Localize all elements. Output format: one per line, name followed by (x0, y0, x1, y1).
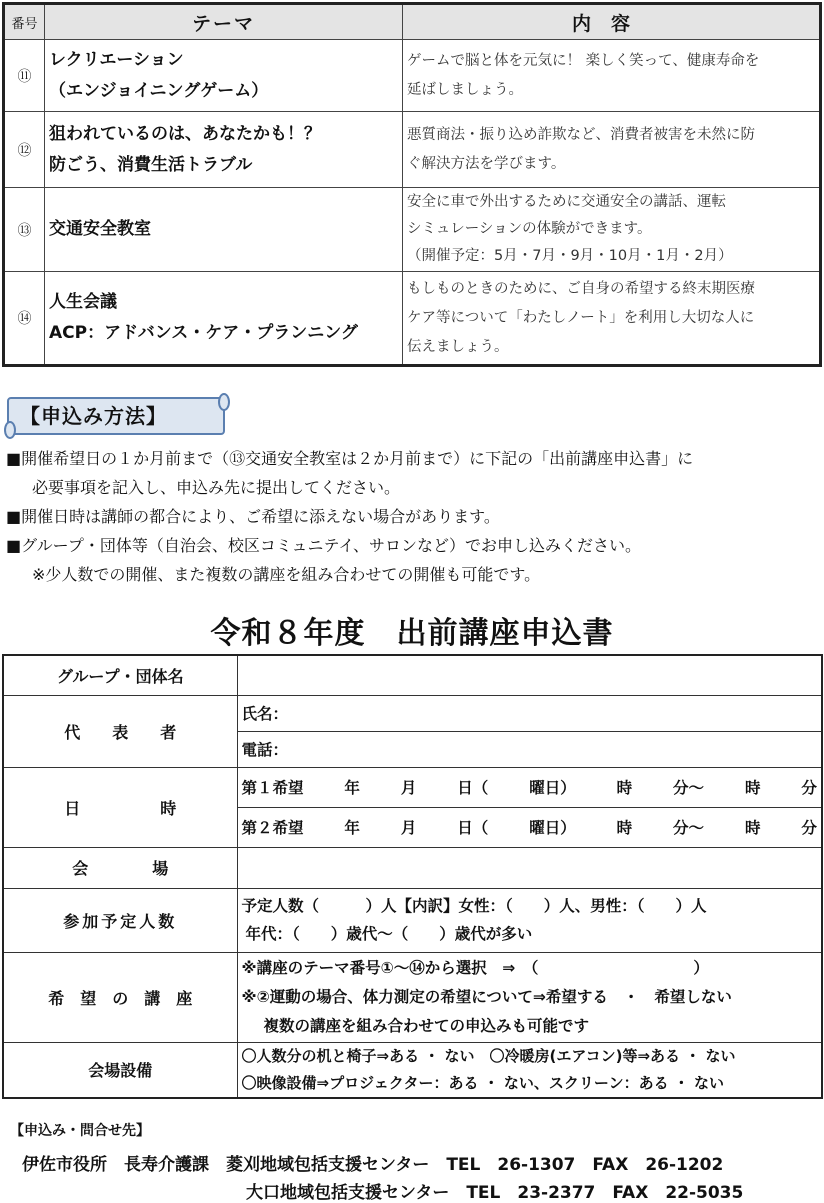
topic-table (2, 2, 822, 367)
topic-content-line: （開催予定：5月・7月・9月・10月・1月・2月） (407, 248, 733, 264)
participants-field[interactable] (237, 888, 822, 952)
topic-theme-line: レクリエーション (49, 49, 184, 70)
form-row-group (3, 655, 822, 695)
topic-content (403, 188, 821, 272)
participants-count-line: 予定人数（ ）人【内訳】女性：（ ）人、男性：（ ）人 (241, 897, 707, 915)
contact-line-1: 伊佐市役所 長寿介護課 菱刈地域包括支援センター TEL 26-1307 FAX 26-1202 (22, 1155, 724, 1175)
topic-theme-line: 狙われているのは、あなたかも！？ (49, 123, 321, 144)
contact-heading: 【申込み・問合せ先】 (10, 1123, 150, 1139)
topic-theme-line: ACP：アドバンス・ケア・プランニング (49, 323, 358, 343)
topic-content-line: ゲームで脳と体を元気に！ 楽しく笑って、健康寿命を (407, 52, 760, 69)
table-row (4, 40, 821, 112)
table-row (4, 272, 821, 366)
table-row (4, 188, 821, 272)
second-choice-row (242, 816, 818, 838)
minute-label: 分 (801, 819, 817, 837)
apply-note: ■開催日時は講師の都合により、ご希望に添えない場合があります。 (6, 507, 500, 526)
datetime-label: 日 時 (3, 767, 237, 847)
topic-content-line: 伝えましょう。 (407, 338, 509, 355)
day-label: 日（ (457, 779, 489, 797)
apply-note: 必要事項を記入し、申込み先に提出してください。 (32, 478, 401, 497)
topic-theme (45, 112, 403, 188)
form-row-participants (3, 888, 822, 952)
topic-content-line: ぐ解決方法を学びます。 (407, 155, 566, 172)
form-row-venue (3, 847, 822, 888)
application-form (2, 654, 823, 1099)
representative-label: 代 表 者 (3, 695, 237, 767)
topic-content-line: ケア等について「わたしノート」を利用し大切な人に (407, 309, 755, 326)
table-row (4, 112, 821, 188)
hour-label: 時 (744, 819, 761, 837)
group-name-label: グループ・団体名 (3, 655, 237, 695)
hour-label: 時 (616, 819, 633, 837)
topic-number: ⑬ (4, 188, 45, 272)
topic-number: ⑭ (4, 272, 45, 366)
topic-content (403, 272, 821, 366)
content-header: 内容 (403, 4, 821, 40)
weekday-label: 曜日） (529, 819, 576, 837)
minute-label: 分 (801, 779, 817, 797)
minute-label: 分～ (673, 819, 705, 837)
topic-number: ⑪ (4, 40, 45, 112)
topic-content-line: 安全に車で外出するために交通安全の講話、運転 (407, 194, 726, 210)
course-field[interactable] (237, 952, 822, 1042)
representative-phone-label: 電話： (241, 741, 289, 759)
weekday-label: 曜日） (529, 779, 576, 797)
form-row-course (3, 952, 822, 1042)
hour-label: 時 (744, 779, 761, 797)
first-choice-field[interactable] (237, 767, 822, 807)
venue-field[interactable] (237, 847, 822, 888)
minute-label: 分～ (673, 779, 705, 797)
course-select-line: ※講座のテーマ番号①～⑭から選択 ⇒ （ ） (241, 958, 709, 977)
apply-notes (6, 444, 816, 589)
apply-note: ※少人数での開催、また複数の講座を組み合わせての開催も可能です。 (32, 565, 541, 584)
representative-name-label: 氏名： (241, 705, 289, 723)
venue-label: 会 場 (3, 847, 237, 888)
hour-label: 時 (616, 779, 633, 797)
second-choice-label: 第２希望 (241, 819, 304, 837)
group-name-field[interactable] (237, 655, 822, 695)
first-choice-row (242, 776, 818, 798)
topic-number: ⑫ (4, 112, 45, 188)
form-row-equipment (3, 1042, 822, 1098)
topic-content-line: シミュレーションの体験ができます。 (407, 221, 652, 237)
course-label: 希 望 の 講 座 (3, 952, 237, 1042)
month-label: 月 (400, 779, 417, 797)
participants-label: 参加予定人数 (3, 888, 237, 952)
theme-header: テーマ (45, 4, 403, 40)
number-header: 番号 (4, 4, 45, 40)
topic-theme-line: 防ごう、消費生活トラブル (49, 154, 253, 175)
equipment-desk-aircon-line: 〇人数分の机と椅子⇒ある ・ ない 〇冷暖房(エアコン)等⇒ある ・ ない (241, 1046, 736, 1065)
topic-theme-line: 交通安全教室 (49, 219, 151, 239)
topic-content-line: もしものときのために、ご自身の希望する終末期医療 (407, 280, 755, 297)
year-label: 年 (344, 779, 360, 797)
apply-note: ■グループ・団体等（自治会、校区コミュニテイ、サロンなど）でお申し込みください。 (6, 536, 641, 555)
year-label: 年 (344, 819, 360, 837)
form-title: 令和８年度 出前講座申込書 (210, 616, 614, 651)
contact-line-2: 大口地域包括支援センター TEL 23-2377 FAX 22-5035 (246, 1183, 744, 1203)
participants-age-line: 年代：（ ）歳代～（ ）歳代が多い (245, 925, 533, 943)
equipment-label: 会場設備 (3, 1042, 237, 1098)
apply-heading-banner (4, 392, 230, 440)
topic-theme (45, 40, 403, 112)
representative-phone-field[interactable] (237, 731, 822, 767)
topic-theme-line: 人生会議 (49, 292, 117, 312)
equipment-field[interactable] (237, 1042, 822, 1098)
topic-content (403, 112, 821, 188)
month-label: 月 (400, 819, 417, 837)
first-choice-label: 第１希望 (241, 779, 304, 797)
course-fitness-line: ※②運動の場合、体力測定の希望について⇒希望する ・ 希望しない (241, 987, 732, 1006)
topic-content-line: 延ばしましょう。 (407, 81, 523, 98)
representative-name-field[interactable] (237, 695, 822, 731)
topic-theme (45, 272, 403, 366)
course-combine-line: 複数の講座を組み合わせての申込みも可能です (263, 1016, 590, 1035)
apply-heading-label: 【申込み方法】 (20, 404, 167, 428)
form-row-representative (3, 695, 822, 731)
second-choice-field[interactable] (237, 807, 822, 847)
topic-content (403, 40, 821, 112)
day-label: 日（ (457, 819, 489, 837)
form-row-datetime (3, 767, 822, 807)
topic-table-header (4, 4, 821, 40)
topic-theme-line: （エンジョイニングゲーム） (49, 80, 269, 101)
apply-note: ■開催希望日の１か月前まで（⑬交通安全教室は２か月前まで）に下記の「出前講座申込書」に (6, 449, 694, 468)
equipment-video-line: 〇映像設備⇒プロジェクター：ある ・ ない、スクリーン：ある ・ ない (241, 1073, 725, 1092)
topic-content-line: 悪質商法・振り込め詐欺など、消費者被害を未然に防 (407, 126, 755, 143)
topic-theme (45, 188, 403, 272)
